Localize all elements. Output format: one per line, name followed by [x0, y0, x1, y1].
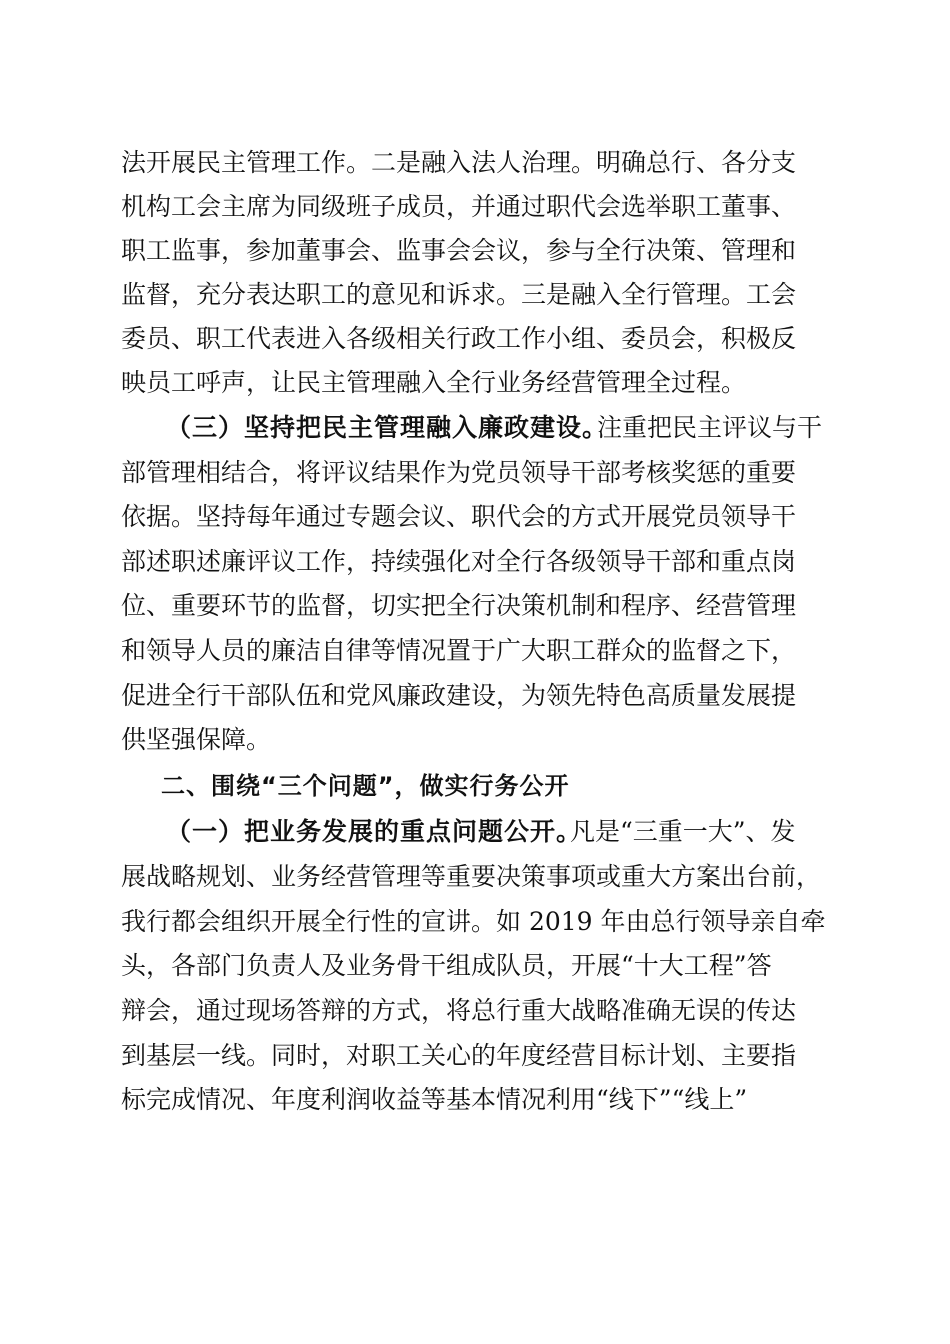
section-3-first-line	[0, 406, 950, 450]
paragraph-line	[0, 317, 950, 361]
paragraph-line	[0, 718, 950, 762]
paragraph-line	[0, 1078, 950, 1122]
section-2-1-first-line	[0, 810, 950, 854]
paragraph-line	[0, 229, 950, 273]
text-line: 职工监事，参加董事会、监事会会议，参与全行决策、管理和	[121, 236, 797, 265]
text-line: 辩会，通过现场答辩的方式，将总行重大战略准确无误的传达	[121, 996, 797, 1025]
text-line: 促进全行干部队伍和党风廉政建设，为领先特色高质量发展提	[121, 681, 797, 710]
paragraph-line	[0, 540, 950, 584]
text-line: 凡是“三重一大”、发	[570, 817, 796, 846]
text-line: 到基层一线。同时，对职工关心的年度经营目标计划、主要指	[121, 1041, 797, 1070]
paragraph-line	[0, 900, 950, 944]
text-line: 机构工会主席为同级班子成员，并通过职代会选举职工董事、	[121, 192, 797, 221]
text-line: 标完成情况、年度利润收益等基本情况利用“线下”“线上”	[121, 1085, 748, 1114]
paragraph-line	[0, 584, 950, 628]
paragraph-line	[0, 855, 950, 899]
text-line: 位、重要环节的监督，切实把全行决策机制和程序、经营管理	[121, 591, 797, 620]
paragraph-line	[0, 1034, 950, 1078]
paragraph-line	[0, 273, 950, 317]
text-line: 展战略规划、业务经营管理等重要决策事项或重大方案出台前，	[121, 862, 822, 891]
text-line: 监督，充分表达职工的意见和诉求。三是融入全行管理。工会	[121, 280, 797, 309]
paragraph-line	[0, 141, 950, 185]
section-2-1-title: （一）把业务发展的重点问题公开。	[166, 817, 583, 846]
paragraph-line	[0, 361, 950, 405]
text-line: 委员、职工代表进入各级相关行政工作小组、委员会，积极反	[121, 324, 797, 353]
text-line: 部管理相结合，将评议结果作为党员领导干部考核奖惩的重要	[121, 458, 797, 487]
text-line: 映员工呼声，让民主管理融入全行业务经营管理全过程。	[121, 368, 747, 397]
paragraph-line	[0, 185, 950, 229]
section-heading-2: 二、围绕“三个问题”，做实行务公开	[161, 772, 570, 800]
paragraph-line	[0, 451, 950, 495]
paragraph-line	[0, 944, 950, 988]
text-line: 注重把民主评议与干	[597, 413, 823, 442]
text-line: 供坚强保障。	[121, 725, 272, 754]
paragraph-line	[0, 495, 950, 539]
paragraph-line	[0, 629, 950, 673]
heading-line	[0, 764, 950, 808]
text-line: 法开展民主管理工作。二是融入法人治理。明确总行、各分支	[121, 148, 797, 177]
text-line: 部述职述廉评议工作，持续强化对全行各级领导干部和重点岗	[121, 547, 797, 576]
text-line: 我行都会组织开展全行性的宣讲。如 2019 年由总行领导亲自牵	[121, 907, 826, 936]
paragraph-line	[0, 674, 950, 718]
section-3-title: （三）坚持把民主管理融入廉政建设。	[166, 413, 609, 442]
paragraph-line	[0, 989, 950, 1033]
text-line: 头，各部门负责人及业务骨干组成队员，开展“十大工程”答	[121, 951, 772, 980]
text-line: 依据。坚持每年通过专题会议、职代会的方式开展党员领导干	[121, 502, 797, 531]
text-line: 和领导人员的廉洁自律等情况置于广大职工群众的监督之下，	[121, 636, 797, 665]
